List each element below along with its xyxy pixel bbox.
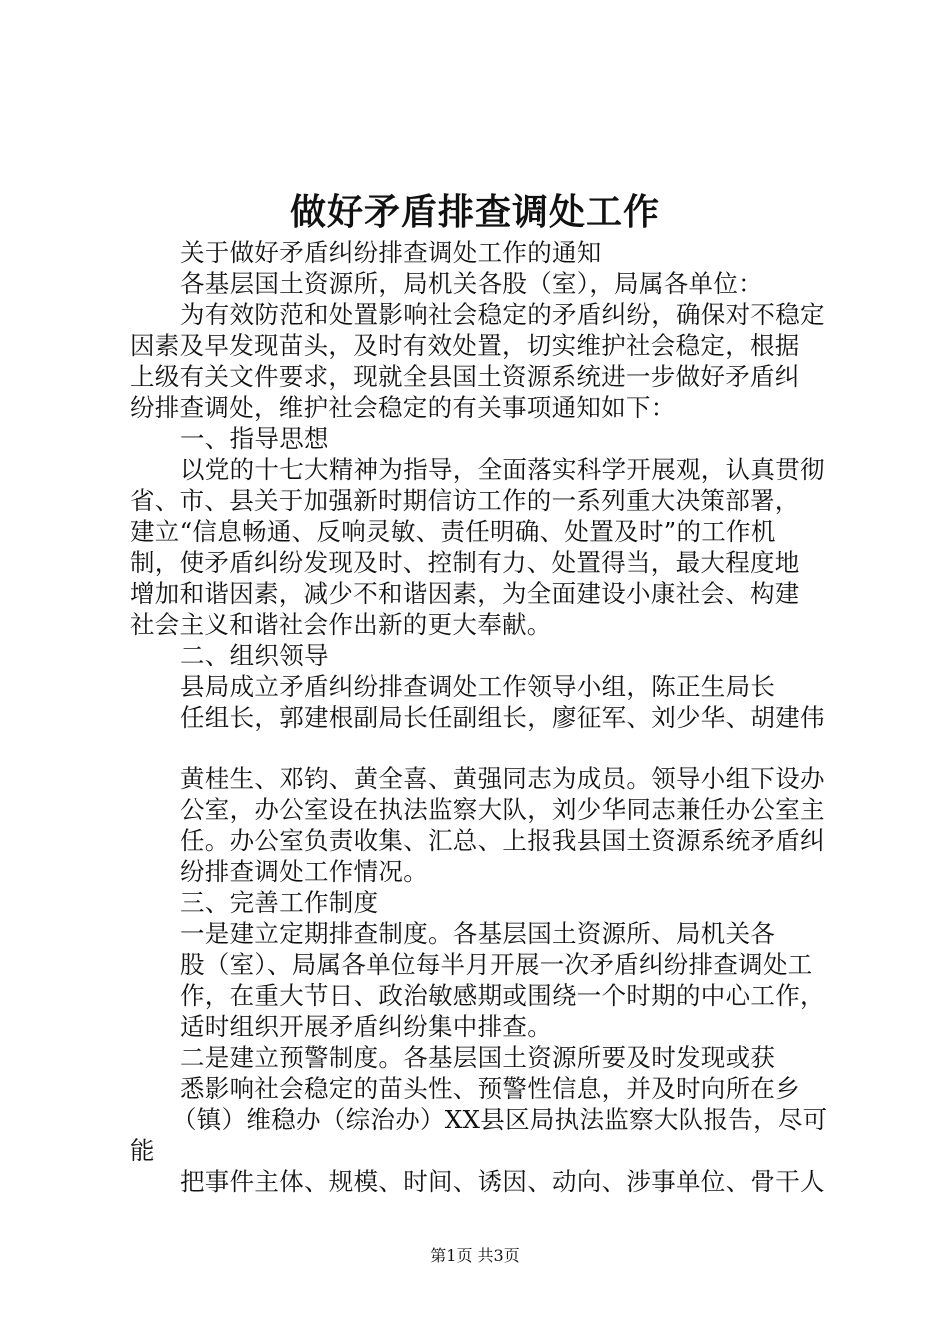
text-line: 作，在重大节日、政治敏感期或围绕一个时期的中心工作， xyxy=(180,981,825,1010)
text-line: 能 xyxy=(130,1136,155,1165)
page-footer: 第1页 共3页 xyxy=(430,1246,520,1265)
text-line: 悉影响社会稳定的苗头性、预警性信息，并及时向所在乡 xyxy=(180,1074,800,1103)
text-line: 一是建立定期排查制度。各基层国土资源所、局机关各 xyxy=(180,919,776,948)
text-line: 把事件主体、规模、时间、诱因、动向、涉事单位、骨干人 xyxy=(180,1167,825,1196)
text-line: 制，使矛盾纠纷发现及时、控制有力、处置得当，最大程度地 xyxy=(130,548,800,577)
text-line: 公室，办公室设在执法监察大队，刘少华同志兼任办公室主 xyxy=(180,795,825,824)
text-line: 增加和谐因素，减少不和谐因素，为全面建设小康社会、构建 xyxy=(130,579,800,608)
text-line: 适时组织开展矛盾纠纷集中排查。 xyxy=(180,1012,552,1041)
text-line: 纷排查调处，维护社会稳定的有关事项通知如下： xyxy=(130,393,676,422)
text-line: 各基层国土资源所，局机关各股（室），局属各单位： xyxy=(180,269,763,298)
section-heading: 三、完善工作制度 xyxy=(180,888,379,917)
text-line: 股（室）、局属各单位每半月开展一次矛盾纠纷排查调处工 xyxy=(180,950,813,979)
text-line: 任组长，郭建根副局长任副组长，廖征军、刘少华、胡建伟 xyxy=(180,703,825,732)
text-line: 省、市、县关于加强新时期信访工作的一系列重大决策部署， xyxy=(130,486,800,515)
text-line: 因素及早发现苗头，及时有效处置，切实维护社会稳定，根据 xyxy=(130,331,800,360)
document-title: 做好矛盾排查调处工作 xyxy=(289,192,660,233)
text-line: 以党的十七大精神为指导，全面落实科学开展观，认真贯彻 xyxy=(180,455,825,484)
text-line: 县局成立矛盾纠纷排查调处工作领导小组，陈正生局长 xyxy=(180,672,776,701)
text-line: 关于做好矛盾纠纷排查调处工作的通知 xyxy=(180,238,602,267)
text-line: 上级有关文件要求，现就全县国土资源系统进一步做好矛盾纠 xyxy=(130,362,800,391)
text-line: 纷排查调处工作情况。 xyxy=(180,857,428,886)
section-heading: 二、组织领导 xyxy=(180,641,329,670)
section-heading: 一、指导思想 xyxy=(180,424,329,453)
text-line: （镇）维稳办（综治办）XX县区局执法监察大队报告，尽可 xyxy=(172,1105,828,1134)
text-line: 为有效防范和处置影响社会稳定的矛盾纠纷，确保对不稳定 xyxy=(180,300,825,329)
text-line: 任。办公室负责收集、汇总、上报我县国土资源系统矛盾纠 xyxy=(180,826,825,855)
text-line: 社会主义和谐社会作出新的更大奉献。 xyxy=(130,610,552,639)
text-line: 建立“信息畅通、反响灵敏、责任明确、处置及时”的工作机 xyxy=(130,517,776,546)
text-line: 黄桂生、邓钧、黄全喜、黄强同志为成员。领导小组下设办 xyxy=(180,764,825,793)
text-line: 二是建立预警制度。各基层国土资源所要及时发现或获 xyxy=(180,1043,776,1072)
